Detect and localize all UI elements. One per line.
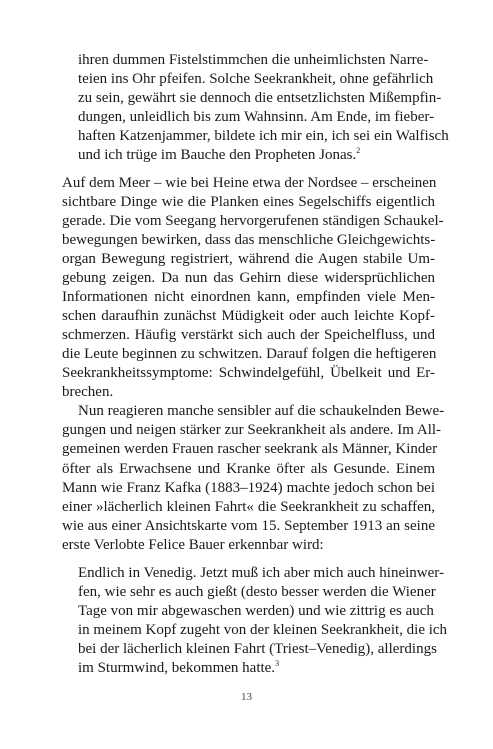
para1-line-2: sichtbare Dinge wie die Planken eines Segelschiffs eigentlich bbox=[62, 194, 435, 210]
quote2-line-6 bbox=[78, 658, 418, 678]
para1-line-11: Seekrankheitssymptome: Schwindelgefühl, Übelkeit und Er- bbox=[62, 365, 435, 381]
quote1-line-6 bbox=[78, 145, 418, 165]
para1-line-4: bewegungen bewirken, dass das menschliche Gleichgewichts- bbox=[62, 232, 436, 248]
para2-line-1: Nun reagieren manche sensibler auf die schaukelnden Bewe- bbox=[78, 403, 445, 419]
quote2-line-5: bei der lächerlich kleinen Fahrt (Triest–Venedig), allerdings bbox=[78, 641, 437, 657]
page-number: 13 bbox=[241, 691, 252, 703]
para2-line-2: gungen und neigen stärker zur Seekrankheit als andere. Im All- bbox=[62, 422, 442, 438]
para1-line-9: schmerzen. Häufig verstärkt sich auch der Speichelfluss, und bbox=[62, 327, 435, 343]
para2-line-6: einer »lächerlich kleinen Fahrt« die Seekrankheit zu schaffen, bbox=[62, 499, 435, 515]
para1-line-12: brechen. bbox=[62, 384, 114, 400]
footnote-ref-3[interactable]: 3 bbox=[275, 659, 280, 668]
para1-line-1: Auf dem Meer – wie bei Heine etwa der Nordsee – erscheinen bbox=[62, 175, 437, 191]
quote2-line-6-text: im Sturmwind, bekommen hatte. bbox=[78, 660, 276, 676]
para2-line-5: Mann wie Franz Kafka (1883–1924) machte jedoch schon bei bbox=[62, 480, 435, 496]
para1-line-3: gerade. Die vom Seegang hervorgerufenen ständigen Schaukel- bbox=[62, 213, 444, 229]
para2-line-4: öfter als Erwachsene und Kranke öfter als Gesunde. Einem bbox=[62, 461, 435, 477]
para1-line-10: die Leute beginnen zu schwitzen. Darauf folgen die heftigeren bbox=[62, 346, 437, 362]
quote2-line-4: in meinem Kopf zugeht von der kleinen Seekrankheit, die ich bbox=[78, 622, 448, 638]
quote2-line-1: Endlich in Venedig. Jetzt muß ich aber mich auch hineinwer- bbox=[78, 565, 444, 581]
quote1-line-3: zu sein, gewährt sie dennoch die entsetzlichsten Mißempfin- bbox=[78, 90, 442, 106]
quote2-line-3: Tage von mir abgewaschen werden) und wie zittrig es auch bbox=[78, 603, 434, 619]
quote1-line-1: ihren dummen Fistelstimmchen die unheimlichsten Narre- bbox=[78, 52, 429, 68]
para2-line-7: wie aus einer Ansichtskarte vom 15. September 1913 an seine bbox=[62, 518, 435, 534]
quote1-line-5: haften Katzenjammer, bildete ich mir ein, ich sei ein Walfisch bbox=[78, 128, 449, 144]
para1-line-6: gebung zeigen. Da nun das Gehirn diese widersprüchlichen bbox=[62, 270, 435, 286]
para1-line-8: schen daraufhin zunächst Müdigkeit oder auch leichte Kopf- bbox=[62, 308, 435, 324]
quote1-line-2: teien ins Ohr pfeifen. Solche Seekrankheit, ohne gefährlich bbox=[78, 71, 434, 87]
footnote-ref-2[interactable]: 2 bbox=[356, 146, 361, 155]
para1-line-5: organ Bewegung registriert, während die Augen stabile Um- bbox=[62, 251, 435, 267]
quote1-line-4: dungen, unleidlich bis zum Wahnsinn. Am Ende, im fieber- bbox=[78, 109, 435, 125]
quote2-line-2: fen, wie sehr es auch gießt (desto besser werden die Wiener bbox=[78, 584, 436, 600]
para1-line-7: Informationen nicht einordnen kann, empfinden viele Men- bbox=[62, 289, 435, 305]
para2-line-3: gemeinen werden Frauen rascher seekrank als Männer, Kinder bbox=[62, 441, 438, 457]
quote1-line-6-text: und ich trüge im Bauche den Propheten Jonas. bbox=[78, 147, 357, 163]
para2-line-8: erste Verlobte Felice Bauer erkennbar wird: bbox=[62, 537, 324, 553]
